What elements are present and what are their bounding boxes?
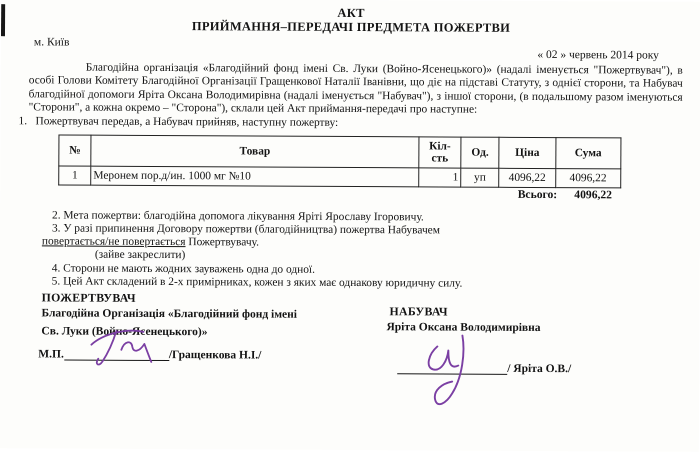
donor-signature-line bbox=[38, 347, 261, 361]
cell-sum: 4096,22 bbox=[555, 169, 620, 188]
city-label: м. Київ bbox=[33, 36, 70, 49]
cell-unit: уп bbox=[461, 168, 499, 187]
clause-3-note: (зайве закреслити) bbox=[94, 248, 186, 262]
goods-table bbox=[58, 134, 621, 188]
page-subtitle: ПРИЙМАННЯ–ПЕРЕДАЧІ ПРЕДМЕТА ПОЖЕРТВИ bbox=[191, 19, 511, 35]
total-label: Всього: bbox=[517, 187, 558, 202]
recipient-person-name: Яріта Оксана Володимирівна bbox=[386, 321, 541, 334]
clause-1-text: Пожертвувач передав, а Набувач прийняв, наступну пожертву: bbox=[35, 115, 339, 129]
clause-5: 5. Цей Акт складений в 2-х примірниках, кожен з яких має однакову юридичну силу. bbox=[51, 275, 463, 290]
recipient-signer-name: / Яріта О.В./ bbox=[507, 362, 572, 376]
clause-4: 4. Сторони не мають жодних зауважень одна до одної. bbox=[51, 262, 315, 276]
donor-org-line1: Благодійна Організація «Благодійний фонд імені bbox=[41, 307, 298, 321]
recipient-role-heading: НАБУВАЧ bbox=[389, 304, 448, 319]
donor-signature-underline bbox=[64, 348, 169, 362]
clause-3-line1: 3. У разі припинення Договору пожертви (благодійництва) пожертва Набувачем bbox=[51, 222, 440, 237]
clause-2: 2. Мета пожертви: благодійна допомога лікування Яріті Ярославу Ігоровичу. bbox=[52, 209, 424, 224]
header-price: Ціна bbox=[499, 137, 555, 168]
cell-qty: 1 bbox=[419, 168, 461, 187]
clause-3-underlined: повертається/не повертається bbox=[41, 235, 186, 249]
cell-item: Меронем пор.д/ин. 1000 мг №10 bbox=[91, 166, 419, 187]
donor-org-line2: Св. Луки (Войно-Ясенецького)» bbox=[41, 325, 208, 339]
seal-label: М.П. bbox=[38, 348, 64, 361]
total-value: 4096,22 bbox=[574, 188, 613, 202]
header-num: № bbox=[59, 135, 91, 166]
header-sum: Сума bbox=[555, 138, 621, 169]
table-header-row bbox=[59, 135, 621, 169]
page-title: АКТ bbox=[337, 5, 365, 21]
donor-signer-name: /Гращенкова Н.І./ bbox=[168, 349, 262, 362]
date-label: « 02 » червень 2014 року bbox=[537, 48, 659, 62]
recipient-signature-underline bbox=[397, 361, 507, 375]
header-qty: Кіл-сть bbox=[419, 137, 461, 168]
cell-price: 4096,22 bbox=[499, 168, 555, 187]
recipient-signature-line bbox=[397, 361, 571, 375]
cell-num: 1 bbox=[59, 166, 91, 185]
header-unit: Од. bbox=[461, 137, 499, 168]
intro-paragraph: Благодійна організація «Благодійний фонд імені Св. Луки (Войно-Ясенецького)» (надалі іменується "Пожертвувач"), в особі Голови Комітету Благодійної Організації Гращенкової Наталії Іванівни, що діє на підставі Статуту, з однієї сторони, та Набувач благодійної допомоги Яріта Оксана Володимирівна (надалі іменується "Набувач"), з іншої сторони, (в подальшому разом іменуються "Сторони", а кожна окремо – "Сторона"), склали цей Акт приймання-передачі про наступне: bbox=[28, 61, 683, 116]
table-row bbox=[59, 166, 621, 188]
donor-role-heading: ПОЖЕРТВУВАЧ bbox=[41, 290, 136, 305]
header-item: Товар bbox=[91, 135, 419, 168]
clause-3-tail: Пожертвувачу. bbox=[185, 236, 260, 249]
clause-1-number: 1. bbox=[18, 115, 28, 128]
clause-3-line2 bbox=[42, 235, 259, 249]
